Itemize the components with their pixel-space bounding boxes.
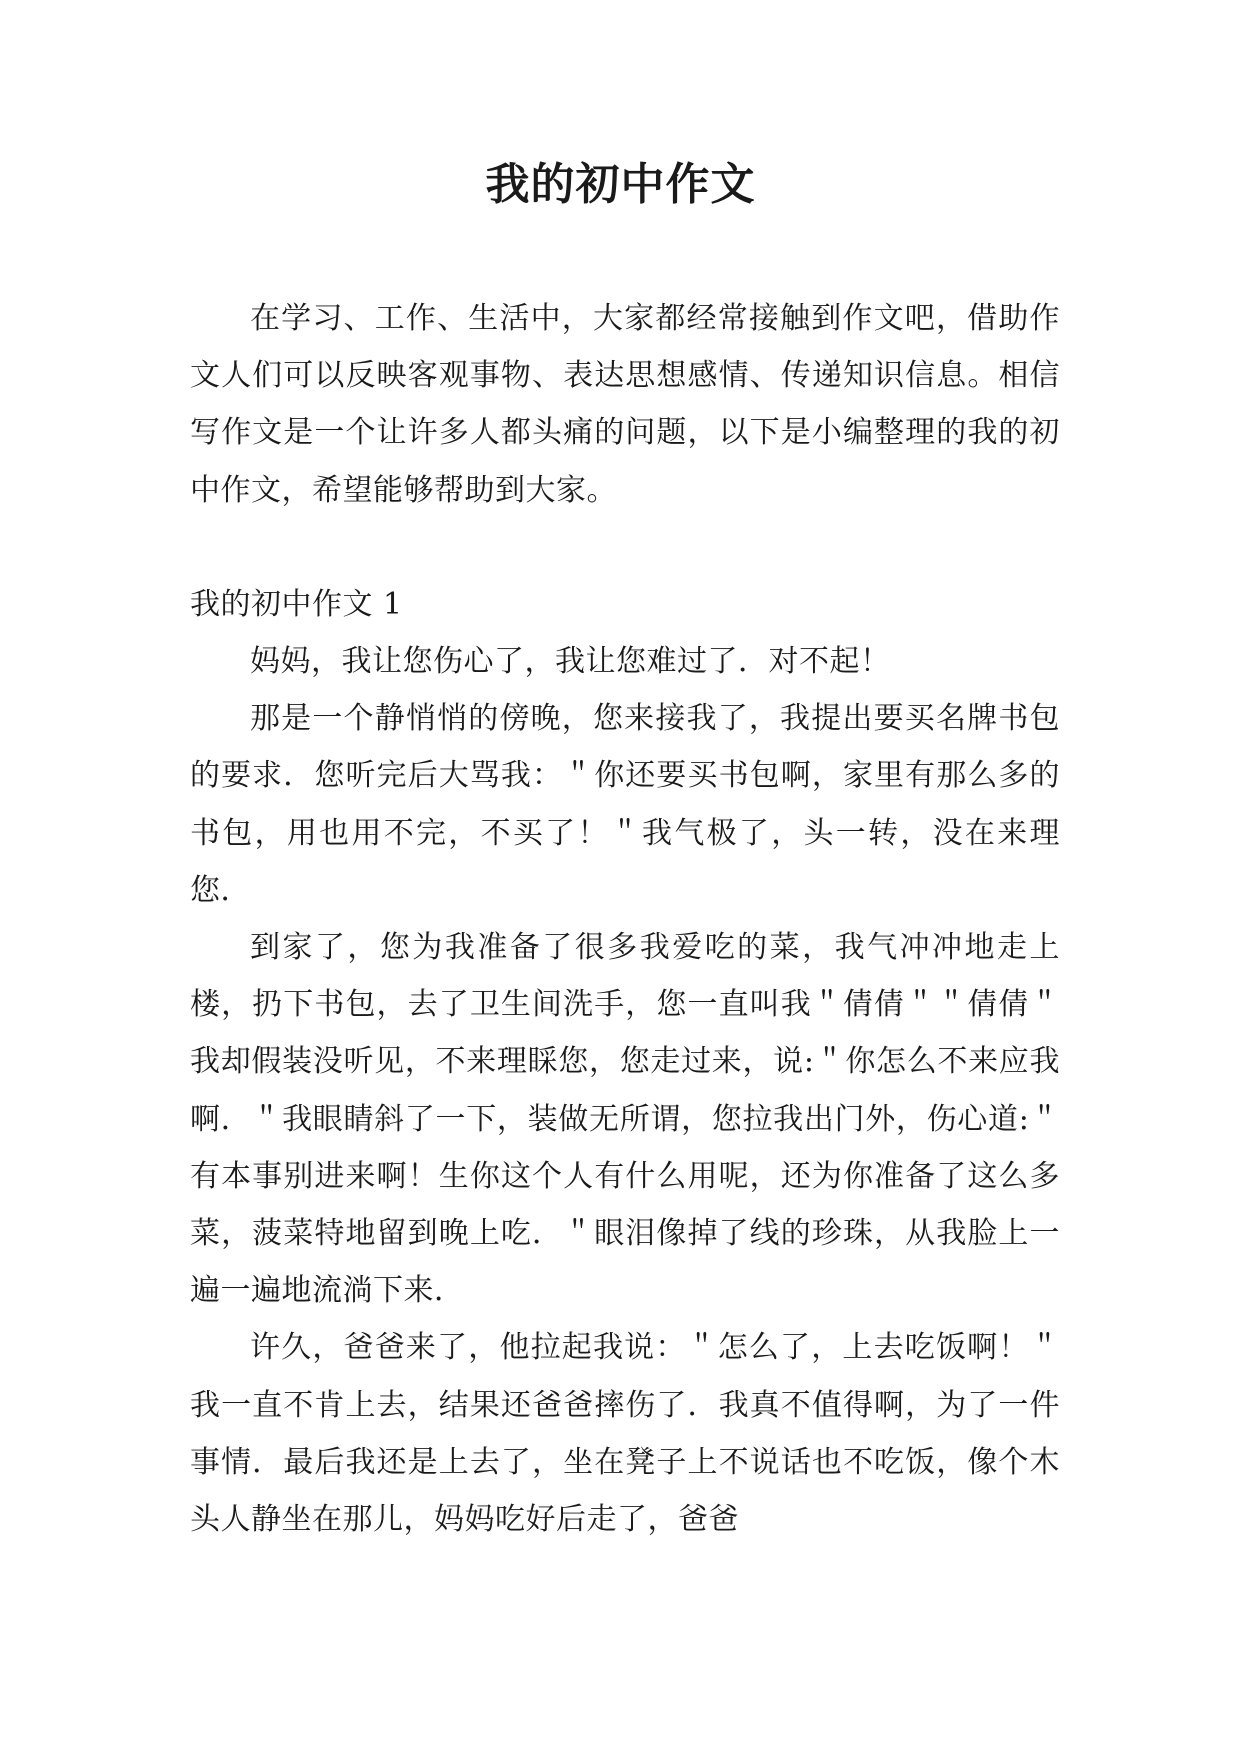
body-paragraph-4: 许久，爸爸来了，他拉起我说：＂怎么了，上去吃饭啊！＂我一直不肯上去，结果还爸爸摔伤了．我真不值得啊，为了一件事情．最后我还是上去了，坐在凳子上不说话也不吃饭，像个木头人静坐在那儿，妈妈吃好后走了，爸爸 [190,1330,1060,1538]
body-paragraph-2: 那是一个静悄悄的傍晚，您来接我了，我提出要买名牌书包的要求．您听完后大骂我：＂你还要买书包啊，家里有那么多的书包，用也用不完，不买了！＂我气极了，头一转，没在来理您． [190,701,1060,908]
intro-paragraph: 在学习、工作、生活中，大家都经常接触到作文吧，借助作文人们可以反映客观事物、表达思想感情、传递知识信息。相信写作文是一个让许多人都头痛的问题，以下是小编整理的我的初中作文，希望能够帮助到大家。 [190,301,1060,508]
body-paragraph-1: 妈妈，我让您伤心了，我让您难过了．对不起！ [250,644,891,680]
body-paragraph-3: 到家了，您为我准备了很多我爱吃的菜，我气冲冲地走上楼，扔下书包，去了卫生间洗手，您一直叫我＂倩倩＂＂倩倩＂我却假装没听见，不来理睬您，您走过来，说:＂你怎么不来应我啊．＂我眼睛斜了一下，装做无所谓，您拉我出门外，伤心道:＂有本事别进来啊！生你这个人有什么用呢，还为你准备了这么多菜，菠菜特地留到晚上吃．＂眼泪像掉了线的珍珠，从我脸上一遍一遍地流淌下来． [190,930,1060,1309]
section-heading: 我的初中作文 1 [190,586,403,622]
paragraph-spacer [190,519,1060,576]
document-body [190,290,1060,1548]
document-title: 我的初中作文 [485,159,756,210]
